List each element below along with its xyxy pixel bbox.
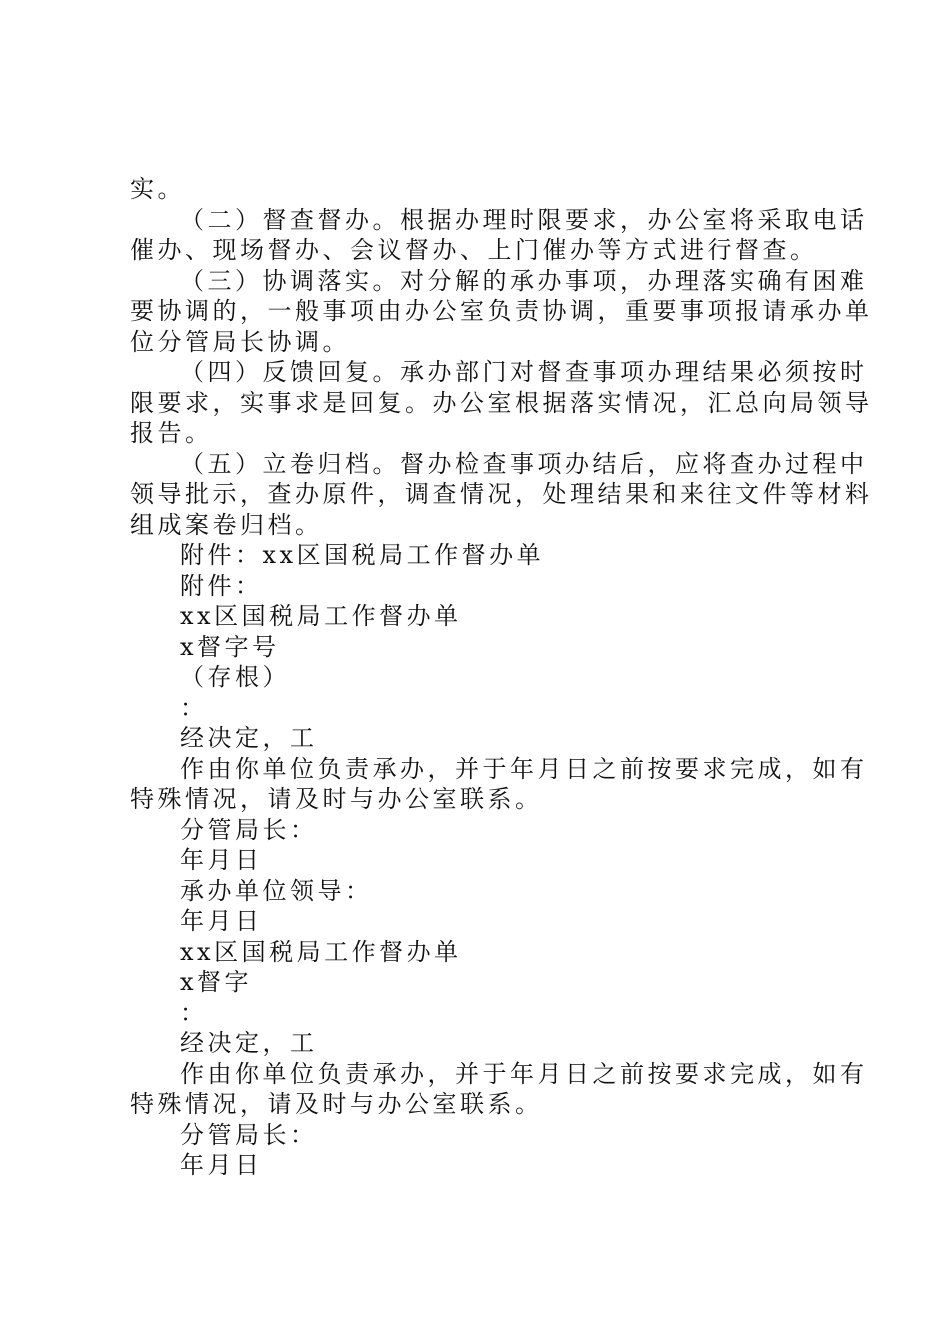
body-line: 特殊情况，请及时与办公室联系。 xyxy=(130,785,543,813)
form-title: xx区国税局工作督办单 xyxy=(180,937,462,966)
recipient-line: ： xyxy=(180,693,208,722)
signature-label: 分管局长： xyxy=(180,815,318,844)
section-4-heading-line: （四）反馈回复。承办部门对督查事项办理结果必须按时 xyxy=(180,358,868,386)
body-line: 位分管局长协调。 xyxy=(130,327,350,356)
section-5-heading-line: （五）立卷归档。督办检查事项办结后，应将查办过程中 xyxy=(180,449,868,478)
signature-label: 分管局长： xyxy=(180,1120,318,1149)
document-body xyxy=(130,174,873,1181)
date-line: 年月日 xyxy=(180,907,263,935)
body-line: 作由你单位负责承办，并于年月日之前按要求完成，如有 xyxy=(180,1059,868,1088)
signature-label: 承办单位领导： xyxy=(180,876,373,905)
section-2-heading-line: （二）督查督办。根据办理时限要求，办公室将采取电话 xyxy=(180,205,868,234)
body-line: 限要求，实事求是回复。办公室根据落实情况，汇总向局领导 xyxy=(130,388,873,417)
section-3-heading-line: （三）协调落实。对分解的承办事项，办理落实确有困难 xyxy=(180,266,868,295)
date-line: 年月日 xyxy=(180,1151,263,1179)
body-line: 催办、现场督办、会议督办、上门催办等方式进行督查。 xyxy=(130,236,818,264)
date-line: 年月日 xyxy=(180,846,263,874)
recipient-line: ： xyxy=(180,998,208,1027)
decision-line: 经决定，工 xyxy=(180,1029,318,1057)
stub-label: （存根） xyxy=(180,663,290,691)
attachment-label: 附件： xyxy=(180,571,263,600)
form-number: x督字号 xyxy=(180,632,280,661)
body-line: 领导批示，查办原件，调查情况，处理结果和来往文件等材料 xyxy=(130,480,873,508)
body-line: 报告。 xyxy=(130,419,213,447)
body-line: 组成案卷归档。 xyxy=(130,510,323,539)
form-title: xx区国税局工作督办单 xyxy=(180,602,462,630)
body-line: 特殊情况，请及时与办公室联系。 xyxy=(130,1090,543,1118)
form-number: x督字 xyxy=(180,968,253,996)
attachment-reference: 附件：xx区国税局工作督办单 xyxy=(180,541,545,569)
body-line: 作由你单位负责承办，并于年月日之前按要求完成，如有 xyxy=(180,754,868,783)
decision-line: 经决定，工 xyxy=(180,724,318,752)
body-line: 实。 xyxy=(130,175,185,203)
body-line: 要协调的，一般事项由办公室负责协调，重要事项报请承办单 xyxy=(130,297,873,325)
